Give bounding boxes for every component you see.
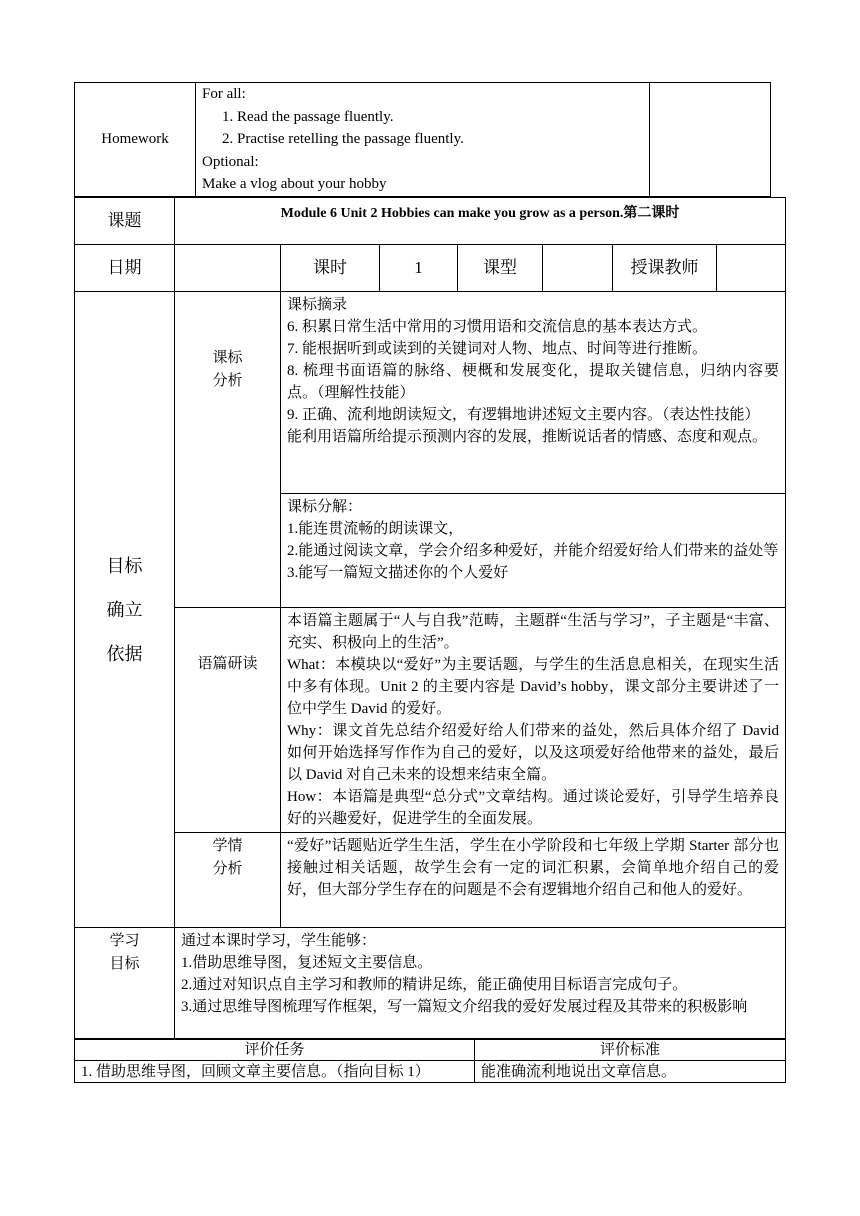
standard-breakdown: 课标分解： 1.能连贯流畅的朗读课文， 2.能通过阅读文章，学会介绍多种爱好，并能介绍爱好给人们带来的益处等 3.能写一篇短文描述你的个人爱好 [281, 494, 786, 608]
goal-basis-label: 目标 确立 依据 [75, 292, 175, 928]
homework-empty-cell [650, 83, 771, 197]
homework-table [74, 82, 771, 197]
topic-label: 课题 [75, 198, 175, 245]
homework-content [196, 83, 650, 197]
period-value: 1 [380, 245, 458, 292]
standard-analysis-label: 课标 分析 [175, 292, 281, 608]
learning-goals-label: 学习 目标 [75, 928, 175, 1040]
evaluation-standard-header: 评价标准 [475, 1039, 786, 1061]
homework-item: 1. Read the passage fluently. [222, 108, 394, 125]
date-value [175, 245, 281, 292]
evaluation-task: 1. 借助思维导图，回顾文章主要信息。（指向目标 1） [75, 1061, 475, 1083]
evaluation-table [74, 1038, 786, 1083]
lesson-title: Module 6 Unit 2 Hobbies can make you grow as a person.第二课时 [175, 198, 786, 245]
evaluation-standard: 能准确流利地说出文章信息。 [475, 1061, 786, 1083]
type-value [543, 245, 613, 292]
learning-goals-content: 通过本课时学习，学生能够： 1.借助思维导图，复述短文主要信息。 2.通过对知识点自主学习和教师的精讲足练，能正确使用目标语言完成句子。 3.通过思维导图梳理写作框架，写一篇短文介绍我的爱好发展过程及其带来的积极影响 [175, 928, 786, 1040]
homework-item: 2. Practise retelling the passage fluently. [222, 131, 464, 147]
type-label: 课型 [458, 245, 543, 292]
date-label: 日期 [75, 245, 175, 292]
text-study-label: 语篇研读 [175, 608, 281, 833]
homework-for-all: For all: [202, 86, 246, 102]
evaluation-task-header: 评价任务 [75, 1039, 475, 1061]
homework-optional-item: Make a vlog about your hobby [202, 176, 387, 192]
learner-analysis-content: “爱好”话题贴近学生生活，学生在小学阶段和七年级上学期 Starter 部分也接触过相关话题，故学生会有一定的词汇积累，会简单地介绍自己的爱好，但大部分学生存在的问题是不会有逻辑地介绍自己和他人的爱好。 [281, 833, 786, 928]
lesson-plan-table [74, 197, 786, 1040]
homework-optional: Optional: [202, 153, 259, 170]
period-label: 课时 [281, 245, 380, 292]
homework-label: Homework [75, 83, 196, 197]
standard-extract: 课标摘录 6. 积累日常生活中常用的习惯用语和交流信息的基本表达方式。 7. 能根据听到或读到的关键词对人物、地点、时间等进行推断。 8. 梳理书面语篇的脉络、梗概和发展变化，提取关键信息，归纳内容要点。（理解性技能） 9. 正确、流利地朗读短文，有逻辑地讲述短文主要内容。（表达性技能） 能利用语篇所给提示预测内容的发展，推断说话者的情感、态度和观点。 [281, 292, 786, 494]
learner-analysis-label: 学情 分析 [175, 833, 281, 928]
teacher-value [717, 245, 786, 292]
teacher-label: 授课教师 [613, 245, 717, 292]
text-study-content: 本语篇主题属于“人与自我”范畴，主题群“生活与学习”，子主题是“丰富、充实、积极向上的生活”。 What：本模块以“爱好”为主要话题，与学生的生活息息相关，在现实生活中多有体现。Unit 2 的主要内容是 David’s hobby，课文部分主要讲述了一位中学生 David 的爱好。 Why：课文首先总结介绍爱好给人们带来的益处，然后具体介绍了 David 如何开始选择写作作为自己的爱好，以及这项爱好给他带来的益处，最后以 David 对自己未来的设想来结束全篇。 How：本语篇是典型“总分式”文章结构。通过谈论爱好，引导学生培养良好的兴趣爱好，促进学生的全面发展。 [281, 608, 786, 833]
